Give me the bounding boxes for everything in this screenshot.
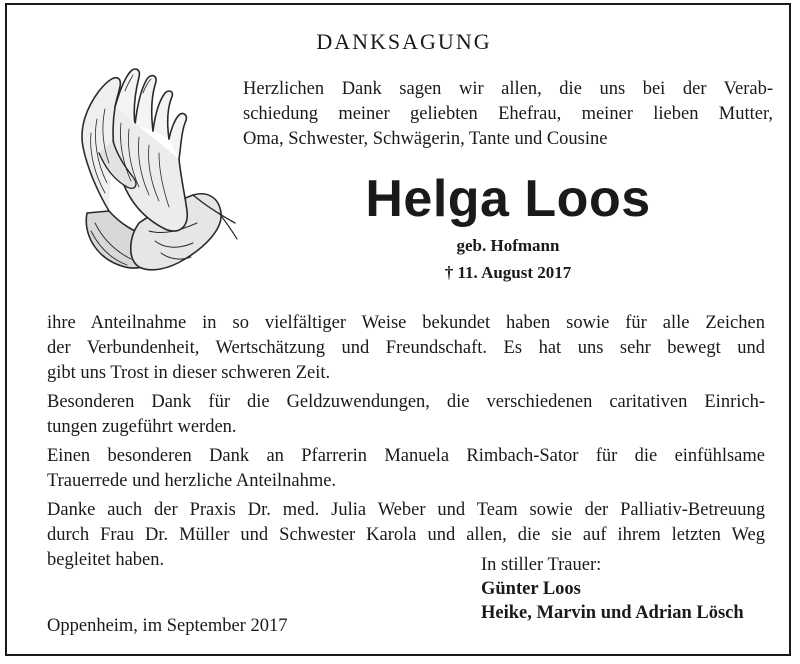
place-date: Oppenheim, im September 2017 (47, 616, 288, 636)
text-line: begleitet haben. (47, 550, 165, 570)
mourners-block (481, 553, 744, 625)
praying-hands-icon (69, 63, 241, 275)
intro-line: Oma, Schwester, Schwägerin, Tante und Cousine (243, 129, 608, 149)
text-line: Einen besonderen Dank an Pfarrerin Manuela Rimbach-Sator für die einfühlsame (47, 446, 765, 466)
deceased-name: Helga Loos (365, 170, 651, 228)
death-date: † 11. August 2017 (444, 263, 572, 282)
mourner-name: Heike, Marvin und Adrian Lösch (481, 603, 744, 623)
intro-text (243, 77, 773, 152)
notice-title: DANKSAGUNG (316, 29, 492, 54)
birth-name: geb. Hofmann (456, 236, 560, 255)
text-line: Trauerrede und herzliche Anteilnahme. (47, 471, 337, 491)
text-line: Danke auch der Praxis Dr. med. Julia Weber und Team sowie der Palliativ-Betreuung (47, 500, 765, 520)
obituary-card (5, 3, 791, 656)
mourner-name: Günter Loos (481, 579, 581, 599)
text-line: ihre Anteilnahme in so vielfältiger Weise bekundet haben sowie für alle Zeichen (47, 313, 765, 333)
text-line: tungen zugeführt werden. (47, 417, 237, 437)
paragraph (47, 390, 765, 440)
text-line: gibt uns Trost in dieser schweren Zeit. (47, 363, 331, 383)
mourners-intro: In stiller Trauer: (481, 555, 602, 575)
paragraph (47, 311, 765, 386)
intro-line: Herzlichen Dank sagen wir allen, die uns bei der Verab- (243, 79, 773, 99)
text-line: der Verbundenheit, Wertschätzung und Freundschaft. Es hat uns sehr bewegt und (47, 338, 765, 358)
paragraph (47, 444, 765, 494)
intro-line: schiedung meiner geliebten Ehefrau, meiner lieben Mutter, (243, 104, 773, 124)
text-line: Besonderen Dank für die Geldzuwendungen, die verschiedenen caritativen Einrich- (47, 392, 765, 412)
message-body (47, 311, 765, 577)
text-line: durch Frau Dr. Müller und Schwester Karola und allen, die sie auf ihrem letzten Weg (47, 525, 765, 545)
